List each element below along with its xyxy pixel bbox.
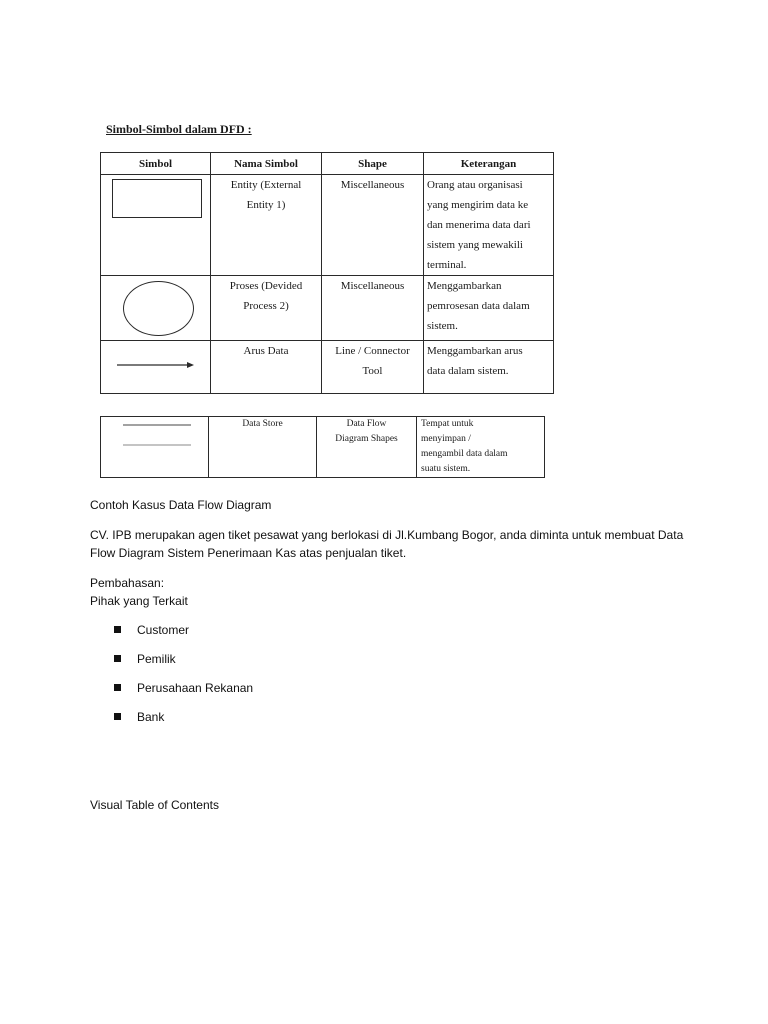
table-row-data-store [101, 417, 545, 478]
description-cell [424, 175, 554, 276]
shape-cell [317, 417, 417, 478]
table-row-entity [101, 175, 554, 276]
desc-line: Menggambarkan [427, 280, 502, 292]
shape-line: Tool [362, 365, 383, 377]
desc-line: data dalam sistem. [427, 365, 509, 377]
list-item-label: Bank [137, 710, 165, 724]
list-item [110, 650, 253, 679]
symbol-cell [101, 341, 211, 394]
name-line: Entity (External [230, 179, 302, 191]
list-item-label: Customer [137, 623, 190, 637]
square-bullet-icon [114, 626, 121, 633]
desc-line: Orang atau organisasi [427, 179, 523, 191]
header-simbol: Simbol [101, 153, 211, 175]
name-cell [211, 341, 322, 394]
related-parties-label: Pihak yang Terkait [90, 594, 188, 608]
data-flow-arrow-icon [116, 360, 196, 370]
desc-line: mengambil data dalam [421, 449, 508, 459]
description-cell [424, 341, 554, 394]
list-item [110, 621, 253, 650]
name-line: Arus Data [243, 345, 289, 357]
name-cell: Data Store [209, 417, 317, 478]
name-line: Entity 1) [246, 199, 286, 211]
header-nama-simbol: Nama Simbol [211, 153, 322, 175]
table-row-data-flow [101, 341, 554, 394]
header-keterangan: Keterangan [424, 153, 554, 175]
shape-line: Diagram Shapes [335, 434, 398, 444]
list-item-label: Perusahaan Rekanan [137, 681, 254, 695]
related-parties-list [110, 621, 253, 737]
desc-line: pemrosesan data dalam [427, 300, 530, 312]
shape-cell [322, 341, 424, 394]
square-bullet-icon [114, 655, 121, 662]
desc-line: sistem yang mewakili [427, 239, 523, 251]
shape-line: Line / Connector [335, 345, 410, 357]
data-store-lines-icon [121, 423, 193, 447]
name-cell [211, 175, 322, 276]
case-description: CV. IPB merupakan agen tiket pesawat yang berlokasi di Jl.Kumbang Bogor, anda diminta untuk membuat Data Flow Diagram Sistem Penerimaan Kas atas penjualan tiket. [90, 528, 684, 560]
external-entity-rectangle-icon [112, 179, 202, 218]
name-cell [211, 276, 322, 341]
shape-line: Data Flow [346, 419, 387, 429]
desc-line: terminal. [427, 259, 467, 271]
dfd-symbols-title: Simbol-Simbol dalam DFD : [106, 122, 252, 136]
process-ellipse-icon [123, 281, 194, 336]
desc-line: suatu sistem. [421, 464, 471, 474]
desc-line: Menggambarkan arus [427, 345, 523, 357]
square-bullet-icon [114, 713, 121, 720]
shape-cell: Miscellaneous [322, 276, 424, 341]
table-header-row [101, 153, 554, 175]
desc-line: menyimpan / [421, 434, 471, 444]
dfd-symbols-table [100, 152, 554, 394]
symbol-cell [101, 417, 209, 478]
data-store-table [100, 416, 545, 478]
case-title: Contoh Kasus Data Flow Diagram [90, 498, 272, 512]
description-cell [417, 417, 545, 478]
desc-line: Tempat untuk [421, 419, 474, 429]
name-line: Process 2) [243, 300, 289, 312]
square-bullet-icon [114, 684, 121, 691]
name-line: Proses (Devided [229, 280, 303, 292]
table-row-process [101, 276, 554, 341]
desc-line: yang mengirim data ke [427, 199, 529, 211]
description-cell [424, 276, 554, 341]
header-shape: Shape [322, 153, 424, 175]
desc-line: dan menerima data dari [427, 219, 531, 231]
list-item [110, 708, 253, 737]
discussion-label: Pembahasan: [90, 576, 165, 590]
list-item [110, 679, 253, 708]
visual-table-of-contents-label: Visual Table of Contents [90, 798, 219, 812]
symbol-cell [101, 276, 211, 341]
desc-line: sistem. [427, 320, 458, 332]
list-item-label: Pemilik [137, 652, 176, 666]
shape-cell: Miscellaneous [322, 175, 424, 276]
symbol-cell [101, 175, 211, 276]
